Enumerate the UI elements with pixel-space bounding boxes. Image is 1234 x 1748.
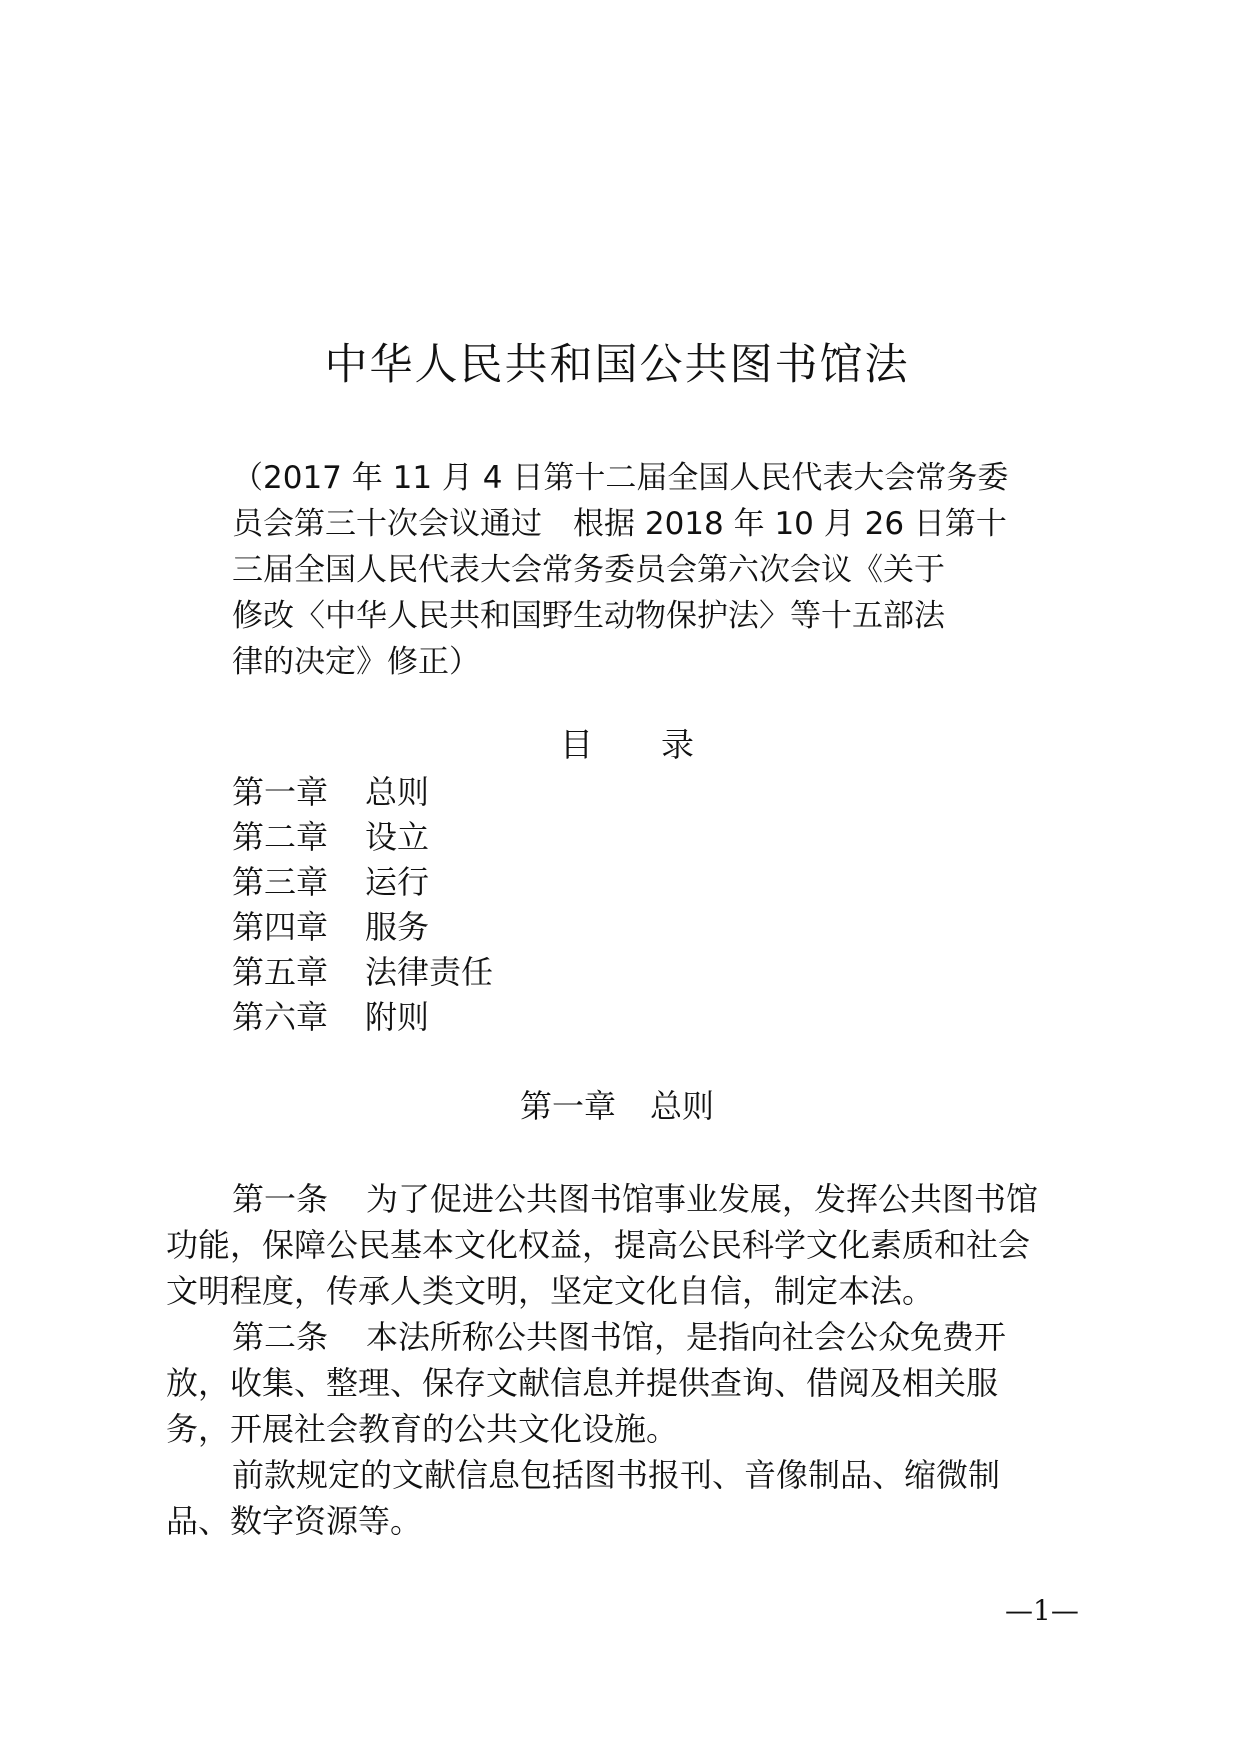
toc-item-title: 总则: [365, 773, 430, 811]
article-2-paragraph-2-line: 品、数字资源等。: [166, 1502, 423, 1540]
toc-item-number: 第六章: [232, 998, 329, 1036]
adoption-note-line: 员会第三十次会议通过 根据 2018 年 10 月 26 日第十: [232, 506, 1007, 542]
article-2-label: 第二条: [232, 1318, 329, 1356]
toc-heading-right: 录: [661, 725, 694, 764]
toc-item-number: 第四章: [232, 908, 329, 946]
article-1-line: 功能，保障公民基本文化权益，提高公民科学文化素质和社会: [166, 1226, 1031, 1264]
toc-item-number: 第二章: [232, 818, 329, 856]
article-2-line: 务，开展社会教育的公共文化设施。: [166, 1410, 679, 1448]
chapter-title: 总则: [650, 1087, 715, 1125]
toc-item: [232, 770, 493, 815]
toc-heading-left: 目: [560, 725, 593, 764]
table-of-contents: [232, 770, 493, 1040]
article-2-line: 放，收集、整理、保存文献信息并提供查询、借阅及相关服: [166, 1364, 999, 1402]
toc-heading: [560, 722, 694, 768]
adoption-note-line: （2017 年 11 月 4 日第十二届全国人民代表大会常务委: [232, 460, 1009, 496]
article-1-text: 为了促进公共图书馆事业发展，发挥公共图书馆: [366, 1180, 1039, 1218]
article-2-line: [166, 1314, 1086, 1360]
adoption-note-line: 三届全国人民代表大会常务委员会第六次会议《关于: [232, 552, 945, 588]
adoption-note-line: 律的决定》修正）: [232, 644, 480, 680]
toc-item-title: 法律责任: [365, 953, 494, 991]
article-2-paragraph-2-line: 前款规定的文献信息包括图书报刊、音像制品、缩微制: [232, 1456, 1001, 1494]
adoption-note: [232, 455, 1032, 685]
toc-item-title: 设立: [365, 818, 430, 856]
article-2-text: 本法所称公共图书馆，是指向社会公众免费开: [366, 1318, 1007, 1356]
article-1-line: 文明程度，传承人类文明，坚定文化自信，制定本法。: [166, 1272, 935, 1310]
chapter-number: 第一章: [519, 1087, 616, 1125]
toc-item: [232, 815, 493, 860]
document-title: 中华人民共和国公共图书馆法: [324, 340, 910, 390]
chapter-body: [166, 1176, 1086, 1544]
toc-item: [232, 905, 493, 950]
toc-item: [232, 860, 493, 905]
page-number: —1—: [1005, 1594, 1079, 1627]
chapter-heading: [0, 1083, 1234, 1129]
toc-item-title: 服务: [365, 908, 430, 946]
toc-item-number: 第一章: [232, 773, 329, 811]
toc-item-title: 附则: [365, 998, 430, 1036]
article-1-label: 第一条: [232, 1180, 329, 1218]
toc-item-number: 第五章: [232, 953, 329, 991]
article-1-line: [166, 1176, 1086, 1222]
toc-item: [232, 950, 493, 995]
toc-item-title: 运行: [365, 863, 430, 901]
toc-item: [232, 995, 493, 1040]
adoption-note-line: 修改〈中华人民共和国野生动物保护法〉等十五部法: [232, 598, 945, 634]
toc-item-number: 第三章: [232, 863, 329, 901]
